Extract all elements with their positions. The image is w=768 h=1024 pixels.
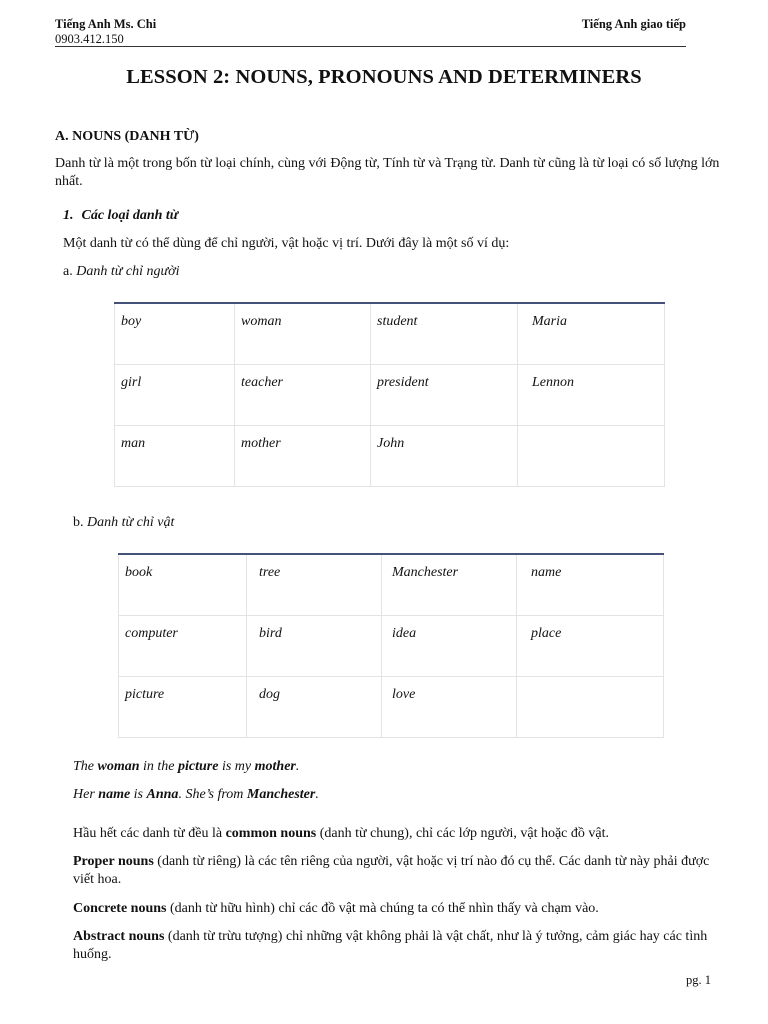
example-text: . She’s from [178, 787, 247, 802]
author-phone: 0903.412.150 [55, 32, 124, 46]
header-left [55, 17, 156, 47]
paragraph-text: Hầu hết các danh từ đều là [73, 826, 226, 841]
subsection-title: Các loại danh từ [81, 208, 179, 223]
table-row [119, 677, 664, 738]
example-sentence-1 [73, 758, 299, 776]
table-cell: president [371, 365, 518, 426]
table-cell: place [517, 616, 664, 677]
term: Concrete nouns [73, 901, 167, 916]
example-sentence-2 [73, 786, 319, 804]
table-cell: Maria [518, 303, 665, 365]
common-nouns-paragraph [73, 825, 723, 843]
paragraph-text: (danh từ riêng) là các tên riêng của người, vật hoặc vị trí nào đó cụ thể. Các danh từ này phải được viết hoa. [73, 854, 710, 887]
table-row [119, 554, 664, 616]
label-text: Danh từ chỉ người [76, 264, 180, 279]
label-prefix: a. [63, 264, 73, 279]
proper-nouns-paragraph [73, 853, 721, 889]
term: common nouns [225, 826, 317, 841]
table-cell: Manchester [382, 554, 517, 616]
table-row [115, 303, 665, 365]
paragraph-text: (danh từ chung), chỉ các lớp người, vật hoặc đồ vật. [316, 826, 610, 841]
label-people-nouns [63, 263, 179, 281]
example-text: is [130, 787, 147, 802]
label-prefix: b. [73, 515, 84, 530]
table-cell: boy [115, 303, 235, 365]
table-cell: mother [235, 426, 371, 487]
example-noun: picture [178, 759, 219, 774]
example-text: . [315, 787, 319, 802]
example-noun: Anna [146, 787, 179, 802]
table-row [119, 616, 664, 677]
table-cell: name [517, 554, 664, 616]
example-text: The [73, 759, 98, 774]
table-cell [517, 677, 664, 738]
example-text: is my [218, 759, 255, 774]
example-text: Her [73, 787, 99, 802]
label-thing-nouns [73, 514, 174, 532]
people-nouns-table [114, 302, 665, 487]
term: Proper nouns [73, 854, 154, 869]
table-cell: woman [235, 303, 371, 365]
table-cell: teacher [235, 365, 371, 426]
example-noun: woman [97, 759, 140, 774]
paragraph-text: (danh từ hữu hình) chỉ các đồ vật mà chúng ta có thể nhìn thấy và chạm vào. [166, 901, 599, 916]
label-text: Danh từ chỉ vật [87, 515, 175, 530]
abstract-nouns-paragraph [73, 928, 721, 964]
example-text: in the [139, 759, 179, 774]
subsection-1-desc: Một danh từ có thể dùng để chỉ người, vật hoặc vị trí. Dưới đây là một số ví dụ: [63, 236, 510, 251]
section-a-heading: A. NOUNS (DANH TỪ) [55, 129, 199, 144]
subsection-1-heading [63, 207, 178, 225]
section-a-intro: Danh từ là một trong bốn từ loại chính, cùng với Động từ, Tính từ và Trạng từ. Danh từ cũng là từ loại có số lượng lớn nhất. [55, 156, 720, 189]
table-cell: computer [119, 616, 247, 677]
table-row [115, 365, 665, 426]
example-noun: mother [254, 759, 296, 774]
header-right-title: Tiếng Anh giao tiếp [581, 17, 686, 31]
table-cell: student [371, 303, 518, 365]
table-cell: Lennon [518, 365, 665, 426]
table-cell: man [115, 426, 235, 487]
term: Abstract nouns [73, 929, 165, 944]
table-cell: idea [382, 616, 517, 677]
paragraph-text: (danh từ trừu tượng) chỉ những vật không phải là vật chất, như là ý tưởng, cảm giác hay các tình huống. [73, 929, 708, 962]
thing-nouns-table [118, 553, 664, 738]
example-text: . [295, 759, 300, 774]
table-cell: picture [119, 677, 247, 738]
page-number: pg. 1 [686, 973, 711, 987]
table-cell: book [119, 554, 247, 616]
author-name: Tiếng Anh Ms. Chi [55, 17, 157, 31]
table-cell: girl [115, 365, 235, 426]
example-noun: Manchester [246, 787, 316, 802]
page-header [55, 14, 686, 47]
lesson-title: LESSON 2: NOUNS, PRONOUNS AND DETERMINERS [126, 66, 642, 88]
table-cell [518, 426, 665, 487]
concrete-nouns-paragraph [73, 900, 721, 918]
table-cell: love [382, 677, 517, 738]
subsection-number: 1. [63, 208, 74, 223]
table-cell: dog [247, 677, 382, 738]
table-row [115, 426, 665, 487]
table-cell: John [371, 426, 518, 487]
table-cell: bird [247, 616, 382, 677]
table-cell: tree [247, 554, 382, 616]
example-noun: name [98, 787, 131, 802]
